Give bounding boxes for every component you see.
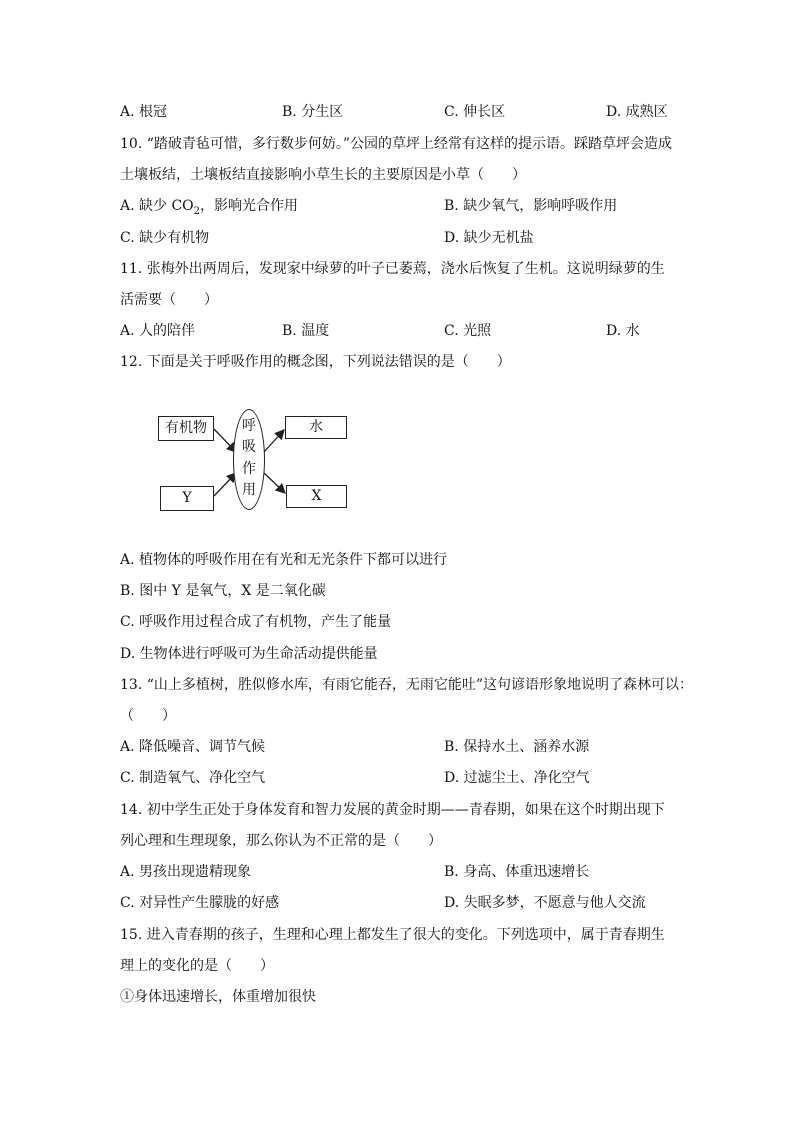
arrow-y-to-respiration xyxy=(214,473,236,496)
box-x: X xyxy=(286,485,347,508)
q9-option-c: C. 伸长区 xyxy=(444,104,506,120)
q14-stem-line2: 列心理和生理现象，那么你认为不正常的是（ ） xyxy=(120,833,442,849)
q10-stem-line1: 10. “踏破青毡可惜，多行数步何妨。”公园的草坪上经常有这样的提示语。踩踏草坪会造成 xyxy=(120,136,673,152)
q10-stem-line2: 土壤板结，土壤板结直接影响小草生长的主要原因是小草（ ） xyxy=(120,167,526,183)
q10-option-b: B. 缺少氧气，影响呼吸作用 xyxy=(444,198,618,214)
q13-option-d: D. 过滤尘土、净化空气 xyxy=(444,770,590,786)
q9-option-d: D. 成熟区 xyxy=(606,104,668,120)
q11-stem-line2: 活需要（ ） xyxy=(120,292,218,308)
q11-option-c: C. 光照 xyxy=(444,323,492,339)
q10-option-d: D. 缺少无机盐 xyxy=(444,230,534,246)
arrow-respiration-to-x xyxy=(264,473,285,493)
arrow-respiration-to-water xyxy=(264,430,284,452)
respiration-char-4: 用 xyxy=(242,482,256,498)
q14-option-a: A. 男孩出现遗精现象 xyxy=(120,864,252,880)
respiration-char-1: 呼 xyxy=(242,418,256,434)
q14-option-b: B. 身高、体重迅速增长 xyxy=(444,864,590,880)
q15-stem-line1: 15. 进入青春期的孩子，生理和心理上都发生了很大的变化。下列选项中，属于青春期生 xyxy=(120,927,665,943)
q9-option-b: B. 分生区 xyxy=(282,104,344,120)
q11-stem-line1: 11. 张梅外出两周后，发现家中绿萝的叶子已萎蔫，浇水后恢复了生机。这说明绿萝的生 xyxy=(120,261,665,277)
q14-option-d: D. 失眠多梦，不愿意与他人交流 xyxy=(444,895,646,911)
q15-stem-line2: 理上的变化的是（ ） xyxy=(120,958,274,974)
q12-stem: 12. 下面是关于呼吸作用的概念图，下列说法错误的是（ ） xyxy=(120,354,511,370)
respiration-char-2: 吸 xyxy=(242,439,256,455)
q12-option-b: B. 图中 Y 是氧气，X 是二氧化碳 xyxy=(120,583,326,599)
q13-option-c: C. 制造氧气、净化空气 xyxy=(120,770,266,786)
q9-option-a: A. 根冠 xyxy=(120,104,168,120)
q13-option-b: B. 保持水土、涵养水源 xyxy=(444,739,590,755)
q10-option-c: C. 缺少有机物 xyxy=(120,230,210,246)
q14-option-c: C. 对异性产生朦胧的好感 xyxy=(120,895,280,911)
q14-stem-line1: 14. 初中学生正处于身体发育和智力发展的黄金时期——青春期，如果在这个时期出现下 xyxy=(120,802,665,818)
q11-option-a: A. 人的陪伴 xyxy=(120,323,196,339)
q11-option-b: B. 温度 xyxy=(282,323,330,339)
q13-option-a: A. 降低噪音、调节气候 xyxy=(120,739,266,755)
q13-stem-line1: 13. “山上多植树，胜似修水库，有雨它能吞，无雨它能吐”这句谚语形象地说明了森林可以： xyxy=(120,677,694,693)
box-water: 水 xyxy=(285,416,347,439)
q12-option-c: C. 呼吸作用过程合成了有机物，产生了能量 xyxy=(120,614,392,630)
q10-option-a: A. 缺少 $CO_2$，影响光合作用 xyxy=(120,198,299,217)
q15-item-1: ①身体迅速增长，体重增加很快 xyxy=(120,989,316,1005)
q13-stem-line2: （ ） xyxy=(120,708,176,724)
box-y: Y xyxy=(160,486,214,511)
q12-option-d: D. 生物体进行呼吸可为生命活动提供能量 xyxy=(120,646,378,662)
respiration-char-3: 作 xyxy=(242,461,256,477)
q11-option-d: D. 水 xyxy=(606,323,640,339)
box-organic-matter: 有机物 xyxy=(158,416,214,441)
q12-option-a: A. 植物体的呼吸作用在有光和无光条件下都可以进行 xyxy=(120,552,448,568)
